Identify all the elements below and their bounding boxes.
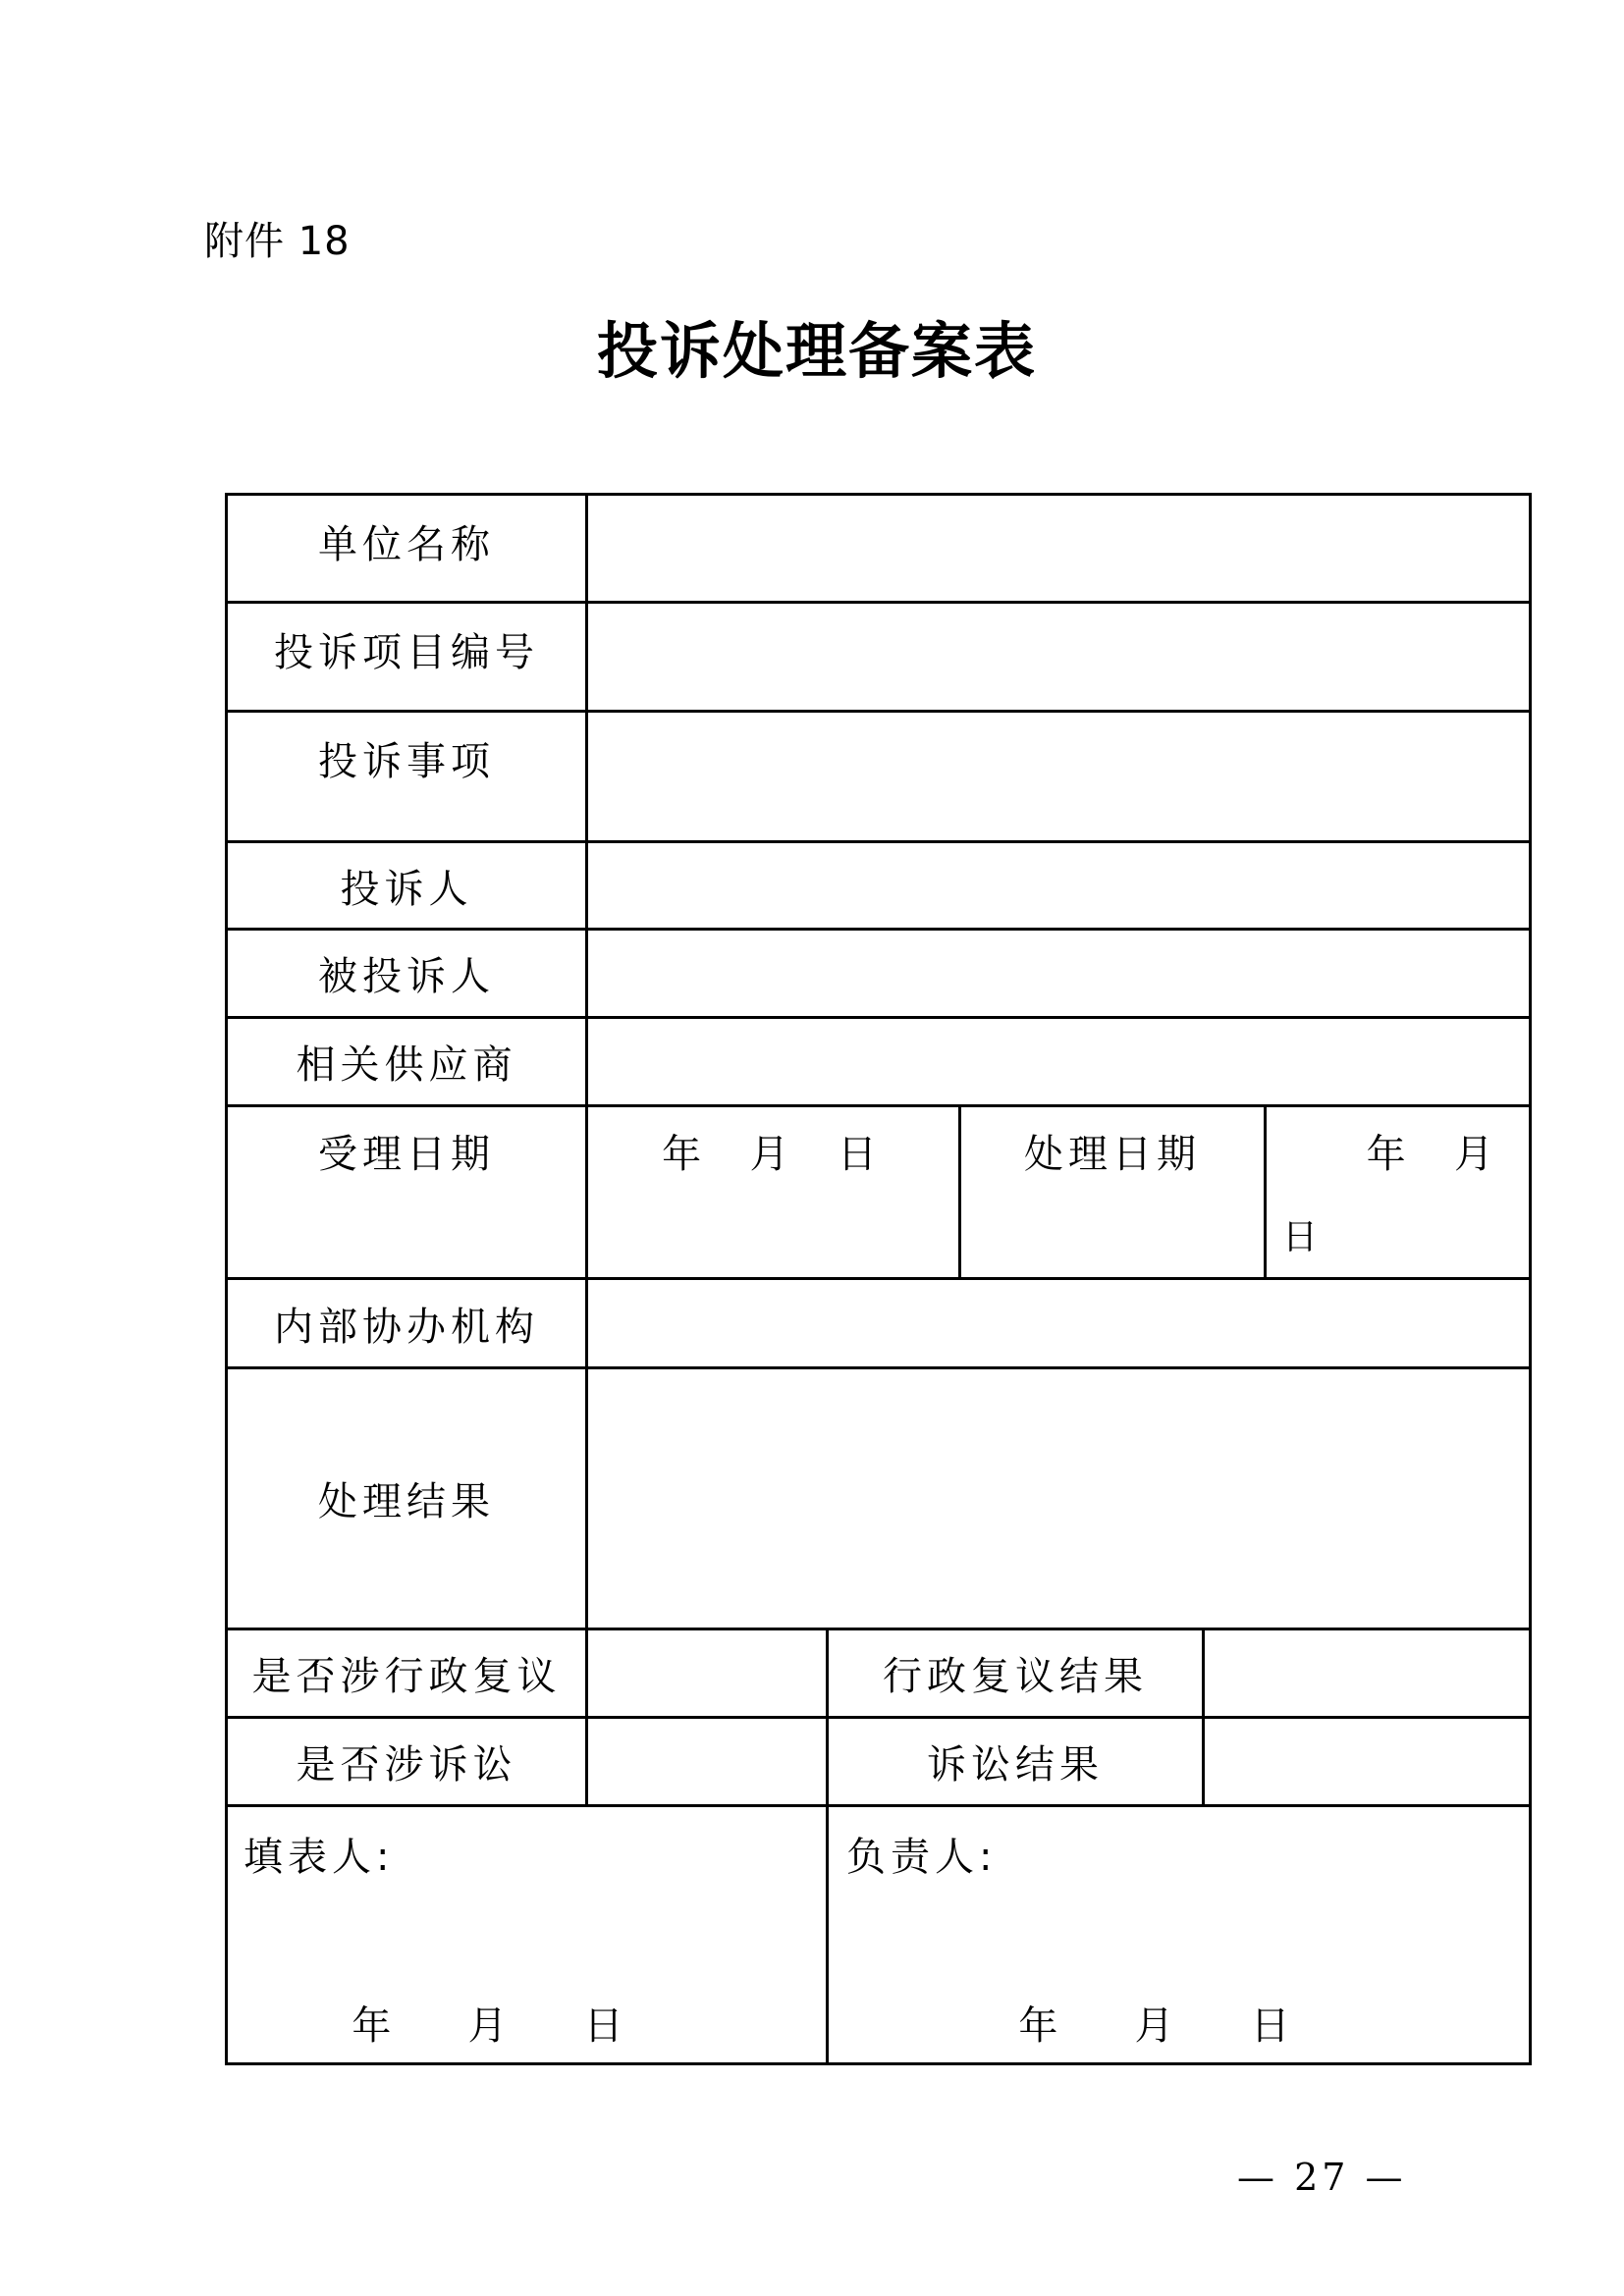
- result-field[interactable]: [588, 1369, 1529, 1628]
- admin-review-label: 是否涉行政复议: [251, 1654, 562, 1699]
- respondent-label: 被投诉人: [318, 954, 495, 999]
- complainant-field[interactable]: [588, 843, 1529, 928]
- accept-date-value[interactable]: 年 月 日: [662, 1131, 885, 1177]
- litigation-field[interactable]: [588, 1719, 826, 1804]
- process-date-value-line1[interactable]: 年 月: [1366, 1131, 1501, 1177]
- admin-review-result-label: 行政复议结果: [883, 1654, 1148, 1699]
- result-label: 处理结果: [318, 1479, 495, 1524]
- unit-name-field[interactable]: [588, 496, 1529, 601]
- responsible-date[interactable]: 年 月 日: [1018, 2002, 1300, 2049]
- complaint-matter-label: 投诉事项: [318, 738, 495, 784]
- attachment-label: 附件 18: [204, 219, 351, 264]
- respondent-field[interactable]: [588, 931, 1529, 1016]
- litigation-label: 是否涉诉讼: [296, 1742, 517, 1788]
- page-number: — 27 —: [1237, 2156, 1407, 2199]
- unit-name-label: 单位名称: [318, 521, 495, 567]
- internal-agency-field[interactable]: [588, 1280, 1529, 1366]
- filler-label: 填表人:: [244, 1834, 395, 1880]
- complainant-label: 投诉人: [340, 866, 473, 912]
- project-number-field[interactable]: [588, 604, 1529, 710]
- page-title: 投诉处理备案表: [596, 315, 1037, 387]
- related-supplier-label: 相关供应商: [296, 1042, 517, 1088]
- admin-review-result-field[interactable]: [1205, 1630, 1529, 1716]
- litigation-result-field[interactable]: [1205, 1719, 1529, 1804]
- complaint-matter-field[interactable]: [588, 713, 1529, 840]
- related-supplier-field[interactable]: [588, 1019, 1529, 1104]
- responsible-label: 负责人:: [846, 1834, 998, 1880]
- process-date-label: 处理日期: [1024, 1131, 1201, 1177]
- form-border-bottom: [225, 2062, 1532, 2065]
- project-number-label: 投诉项目编号: [274, 629, 539, 675]
- process-date-value-line2: 日: [1282, 1216, 1324, 1257]
- admin-review-field[interactable]: [588, 1630, 826, 1716]
- filler-date[interactable]: 年 月 日: [352, 2002, 633, 2049]
- accept-date-label: 受理日期: [318, 1131, 495, 1177]
- row-divider: [225, 1804, 1532, 1807]
- internal-agency-label: 内部协办机构: [274, 1304, 539, 1350]
- litigation-result-label: 诉讼结果: [927, 1742, 1104, 1788]
- form-border-right: [1529, 493, 1532, 2065]
